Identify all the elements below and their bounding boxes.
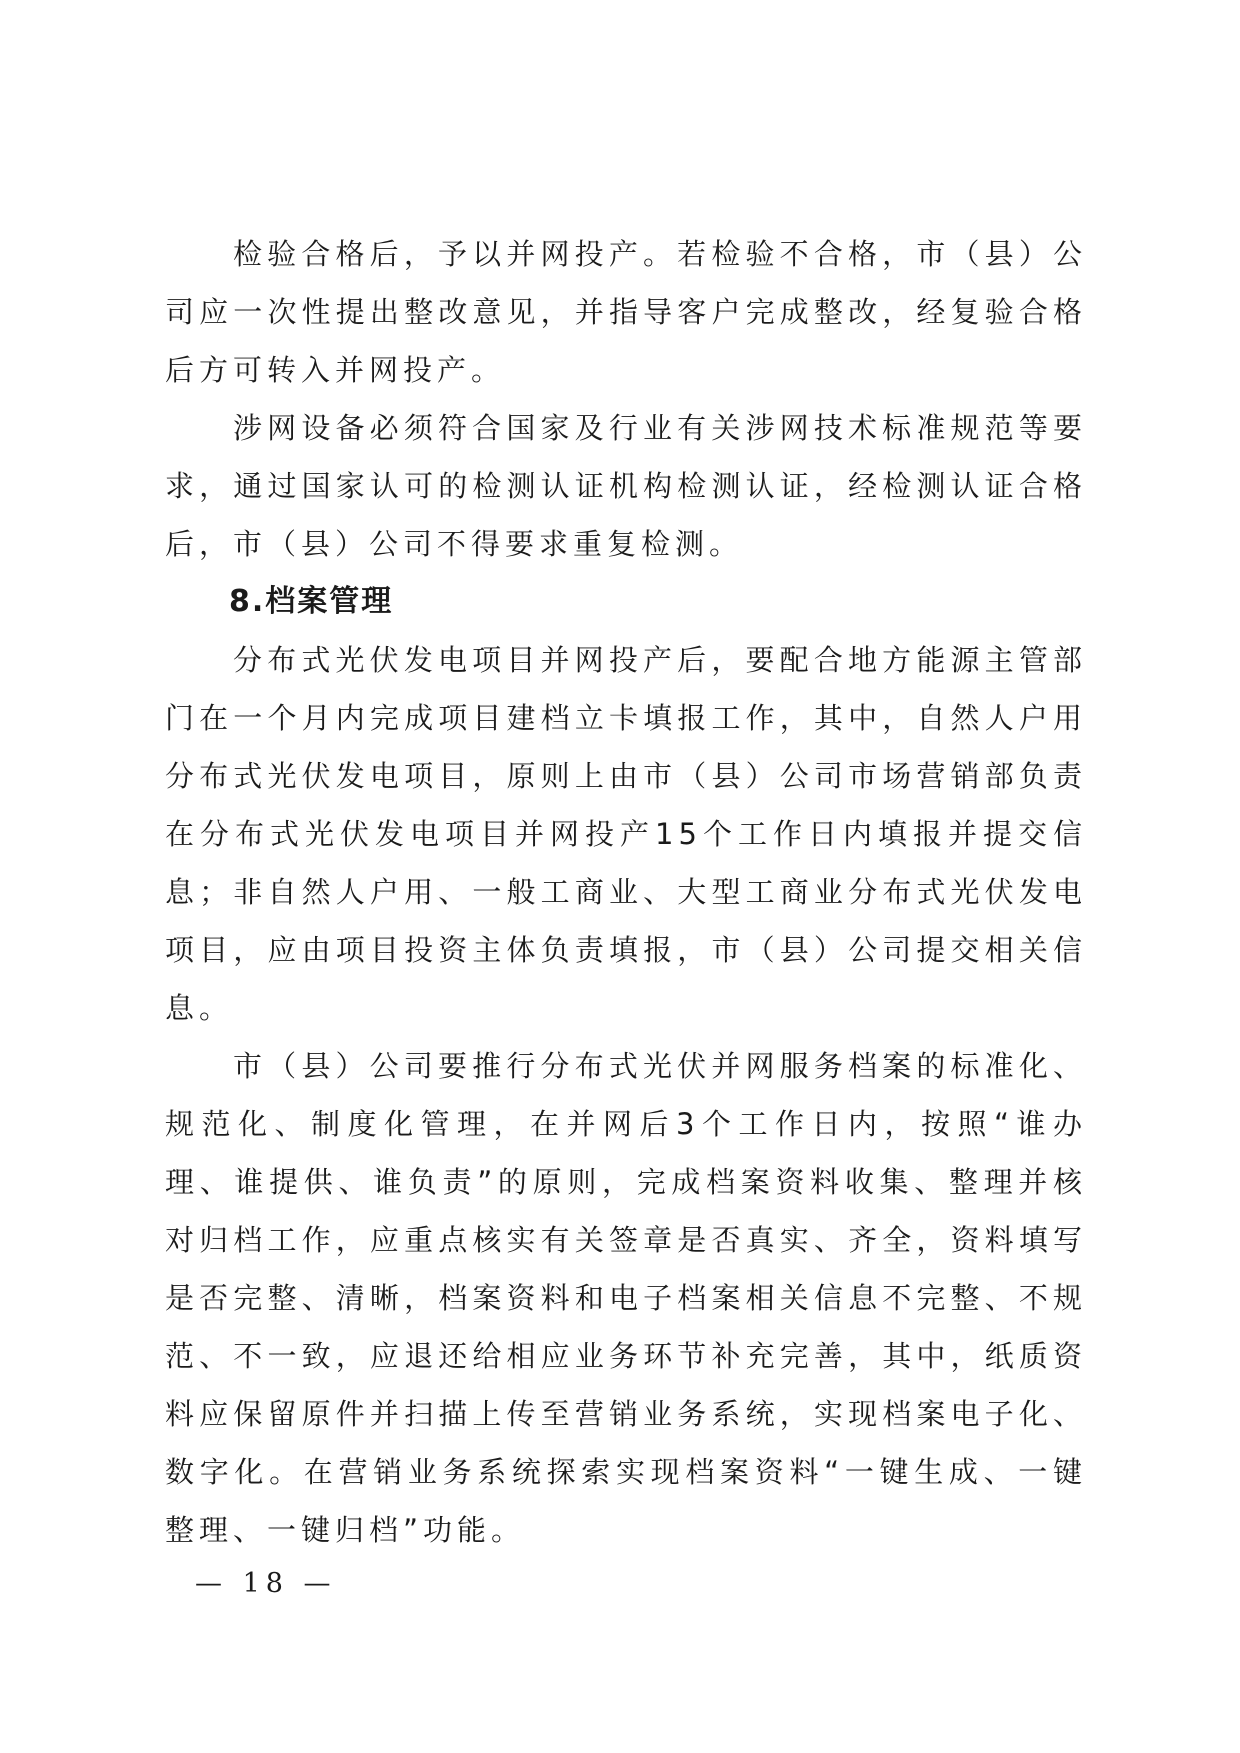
section-paragraph-1: 分布式光伏发电项目并网投产后，要配合地方能源主管部门在一个月内完成项目建档立卡填报工作，其中，自然人户用分布式光伏发电项目，原则上由市（县）公司市场营销部负责在分布式光伏发电项目并网投产15个工作日内填报并提交信息；非自然人户用、一般工商业、大型工商业分布式光伏发电项目，应由项目投资主体负责填报，市（县）公司提交相关信息。 bbox=[165, 643, 1087, 1025]
section-paragraph-2: 市（县）公司要推行分布式光伏并网服务档案的标准化、规范化、制度化管理，在并网后3个工作日内，按照“谁办理、谁提供、谁负责”的原则，完成档案资料收集、整理并核对归档工作，应重点核实有关签章是否真实、齐全，资料填写是否完整、清晰，档案资料和电子档案相关信息不完整、不规范、不一致，应退还给相应业务环节补充完善，其中，纸质资料应保留原件并扫描上传至营销业务系统，实现档案电子化、数字化。在营销业务系统探索实现档案资料“一键生成、一键整理、一键归档”功能。 bbox=[165, 1049, 1087, 1547]
paragraph-2: 涉网设备必须符合国家及行业有关涉网技术标准规范等要求，通过国家认可的检测认证机构检测认证，经检测认证合格后，市（县）公司不得要求重复检测。 bbox=[165, 411, 1087, 561]
document-body bbox=[165, 225, 1087, 1559]
page-number: — 18 — bbox=[195, 1568, 337, 1599]
section-heading: 8.档案管理 bbox=[229, 584, 394, 619]
paragraph-1: 检验合格后，予以并网投产。若检验不合格，市（县）公司应一次性提出整改意见，并指导客户完成整改，经复验合格后方可转入并网投产。 bbox=[165, 237, 1087, 387]
